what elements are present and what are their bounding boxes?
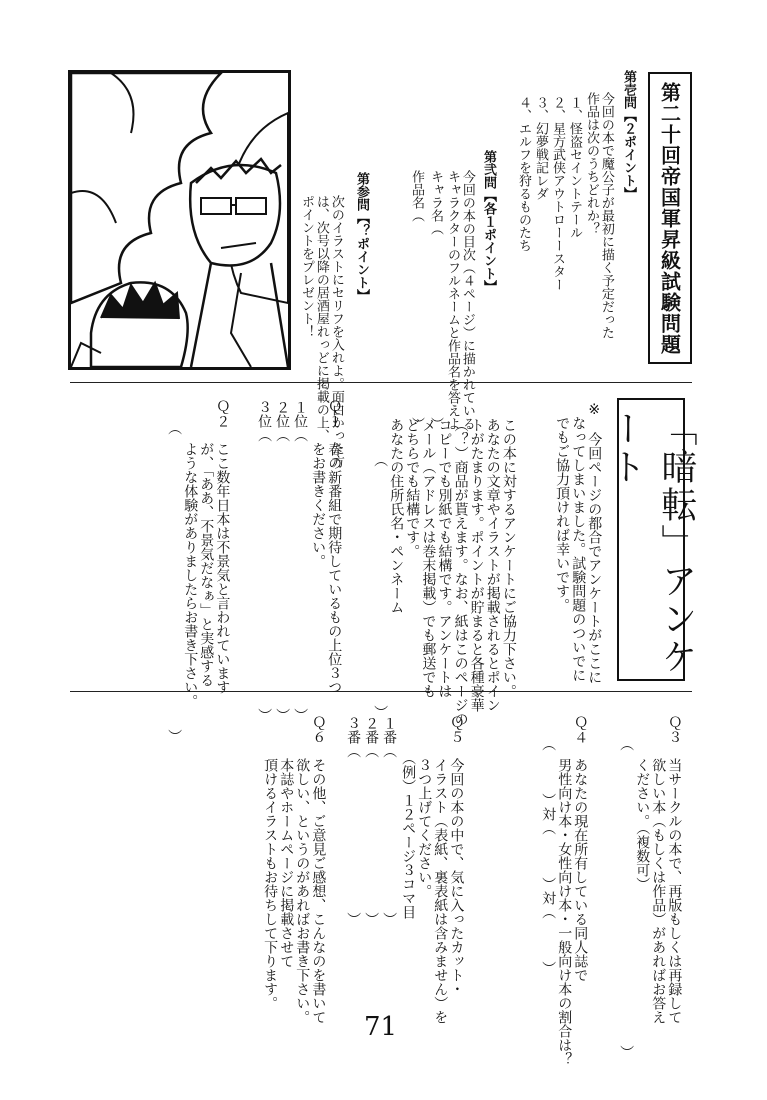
exam-title-box <box>648 72 692 364</box>
survey-title-box <box>605 398 697 681</box>
survey-q3: Ｑ３ 当サークルの本で、再版もしくは再録して 欲しい本（もしくは作品）があればお答え ください。（複数可） （ ） <box>618 716 683 1059</box>
exam-q1-text: 今回の本で魔公子が最初に描く予定だった 作品は次のうちどれか？ <box>583 92 614 339</box>
survey-q1-rank: １位（ ） <box>292 400 309 722</box>
survey-q5-rank: ３番（ ） <box>345 716 362 926</box>
section-divider <box>70 382 692 383</box>
exam-q2-character: キャラ名（ ） <box>427 170 443 430</box>
survey-q2: Ｑ２ ここ数年日本は不景気と言われています が、「ああ、不景気だなぁ」と実感する ような体験がありましたらお書き下さい。 （ ） <box>166 400 231 743</box>
survey-q5-rank: １番（ ） <box>381 716 398 926</box>
survey-q5: Ｑ５ 今回の本の中で、気に入ったカット・ イラスト（表紙、裏表紙は含みません）を ３つ上げてください。 （例）１２ページ３コマ目 <box>400 716 465 1024</box>
page-number: 71 <box>364 1012 398 1042</box>
survey-q1-rank: ２位（ ） <box>274 400 291 722</box>
survey-q1: Ｑ１ 春の新番組で期待しているもの上位３つ をお書きください。 <box>310 400 343 694</box>
exam-q1-option: １、怪盗セイントテール <box>566 96 582 239</box>
manga-panel <box>68 70 291 370</box>
survey-intro: この本に対するアンケートにご協力下さい。 あなたの文章やイラストが掲載されるとポイン トがたまります。ポイントが貯まると各種豪華 （？）商品が貰えます。なお、紙はこのページの コピーでも別紙でも結構です。アンケートは メール（アドレスは巻末掲載）でも郵送でも どちらでも結構です。 あなたの住所氏名・ペンネーム （ ） <box>372 418 517 726</box>
exam-q1-option: ２、星方武侠アウトローースター <box>549 96 565 291</box>
survey-q6: Ｑ６ その他、ご意見ご感想、こんなのを書いて 欲しい、というのがあればお書き下さい。 本誌やホームページに掲載させて 頂けるイラストもお待ちして下ります。 <box>262 716 327 1024</box>
survey-note: ※ 今回ページの都合でアンケートがここに なってしまいました。試験問題のついでに でもご協力頂ければ幸いです。 <box>554 402 603 684</box>
exam-q1-option: ４、エルフを狩るものたち <box>515 96 531 252</box>
exam-q1-option: ３、幻夢戦記レダ <box>532 96 548 200</box>
exam-q3-text: 次のイラストにセリフを入れよ。面白かった方 は、次号以降の居酒屋れっどに掲載の上、 ポイントをプレゼント！ <box>298 195 344 468</box>
exam-q2-heading: 第弐問【各１ポイント】 <box>480 150 496 293</box>
survey-q4: Ｑ４ あなたの現在所有している同人誌で 男性向け本・女性向け本・一般向け本の割合は？ （ ）対（ ）対（ ） <box>540 716 589 1066</box>
exam-q1-heading: 第壱問【２ポイント】 <box>620 70 636 200</box>
survey-q5-rank: ２番（ ） <box>363 716 380 926</box>
exam-title: 第二十回帝国軍昇級試験問題 <box>657 82 682 355</box>
survey-title: 「暗転」アンケート <box>605 410 697 676</box>
manga-illustration <box>71 73 288 367</box>
exam-q2-work: 作品名（ ） <box>408 170 424 430</box>
exam-q3-heading: 第参問【？ポイント】 <box>353 172 369 302</box>
survey-q1-rank: ３位（ ） <box>256 400 273 722</box>
exam-q2-text: 今回の本の目次（４ページ）に描かれている キャラクターのフルネームと作品名を答えよ <box>444 170 475 430</box>
